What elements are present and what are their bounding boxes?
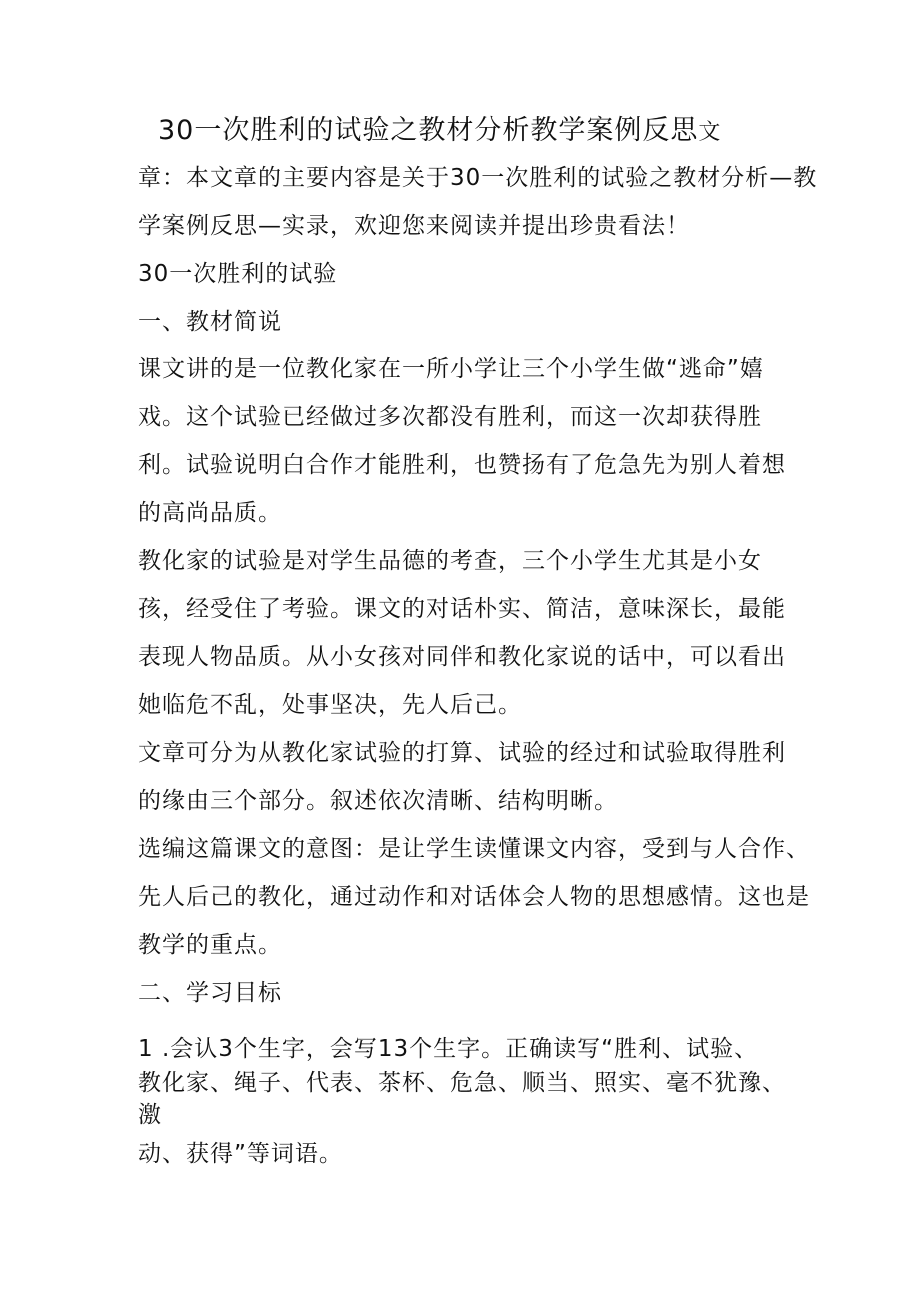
text-line: 章：本文章的主要内容是关于30一次胜利的试验之教材分析—教 xyxy=(138,165,818,191)
text-line: 戏。这个试验已经做过多次都没有胜利，而这一次却获得胜 xyxy=(138,404,762,430)
text-line: 先人后己的教化，通过动作和对话体会人物的思想感情。这也是 xyxy=(138,884,810,910)
title-tail: 文 xyxy=(698,120,722,145)
text-line: 利。试验说明白合作才能胜利，也赞扬有了危急先为别人着想 xyxy=(138,452,786,478)
text-line: 文章可分为从教化家试验的打算、试验的经过和试验取得胜利 xyxy=(138,740,786,766)
text-line: 课文讲的是一位教化家在一所小学让三个小学生做“逃命”嬉 xyxy=(138,356,764,382)
text-line: 的缘由三个部分。叙述依次清晰、结构明晰。 xyxy=(138,788,618,814)
text-line: 她临危不乱，处事坚决，先人后己。 xyxy=(138,692,522,718)
section-heading: 二、学习目标 xyxy=(138,980,282,1006)
text-line: 教化家、绳子、代表、茶杯、危急、顺当、照实、毫不犹豫、 xyxy=(138,1070,786,1096)
text-line: 表现人物品质。从小女孩对同伴和教化家说的话中，可以看出 xyxy=(138,644,786,670)
text-line: 激 xyxy=(138,1102,162,1128)
text-line: 教化家的试验是对学生品德的考查，三个小学生尤其是小女 xyxy=(138,548,762,574)
title-main: 30一次胜利的试验之教材分析教学案例反思 xyxy=(158,115,699,146)
document-title xyxy=(158,114,721,150)
text-line: 学案例反思—实录，欢迎您来阅读并提出珍贵看法！ xyxy=(138,213,690,239)
text-line: 孩，经受住了考验。课文的对话朴实、简洁，意味深长，最能 xyxy=(138,596,786,622)
text-line: 选编这篇课文的意图：是让学生读懂课文内容，受到与人合作、 xyxy=(138,836,810,862)
text-line: 1 .会认3个生字，会写13个生字。正确读写“胜利、试验、 xyxy=(138,1036,759,1062)
text-line: 的高尚品质。 xyxy=(138,500,282,526)
text-line: 动、获得”等词语。 xyxy=(138,1141,343,1167)
text-line: 教学的重点。 xyxy=(138,932,282,958)
section-heading: 一、教材简说 xyxy=(138,309,282,335)
section-heading: 30一次胜利的试验 xyxy=(138,261,338,287)
